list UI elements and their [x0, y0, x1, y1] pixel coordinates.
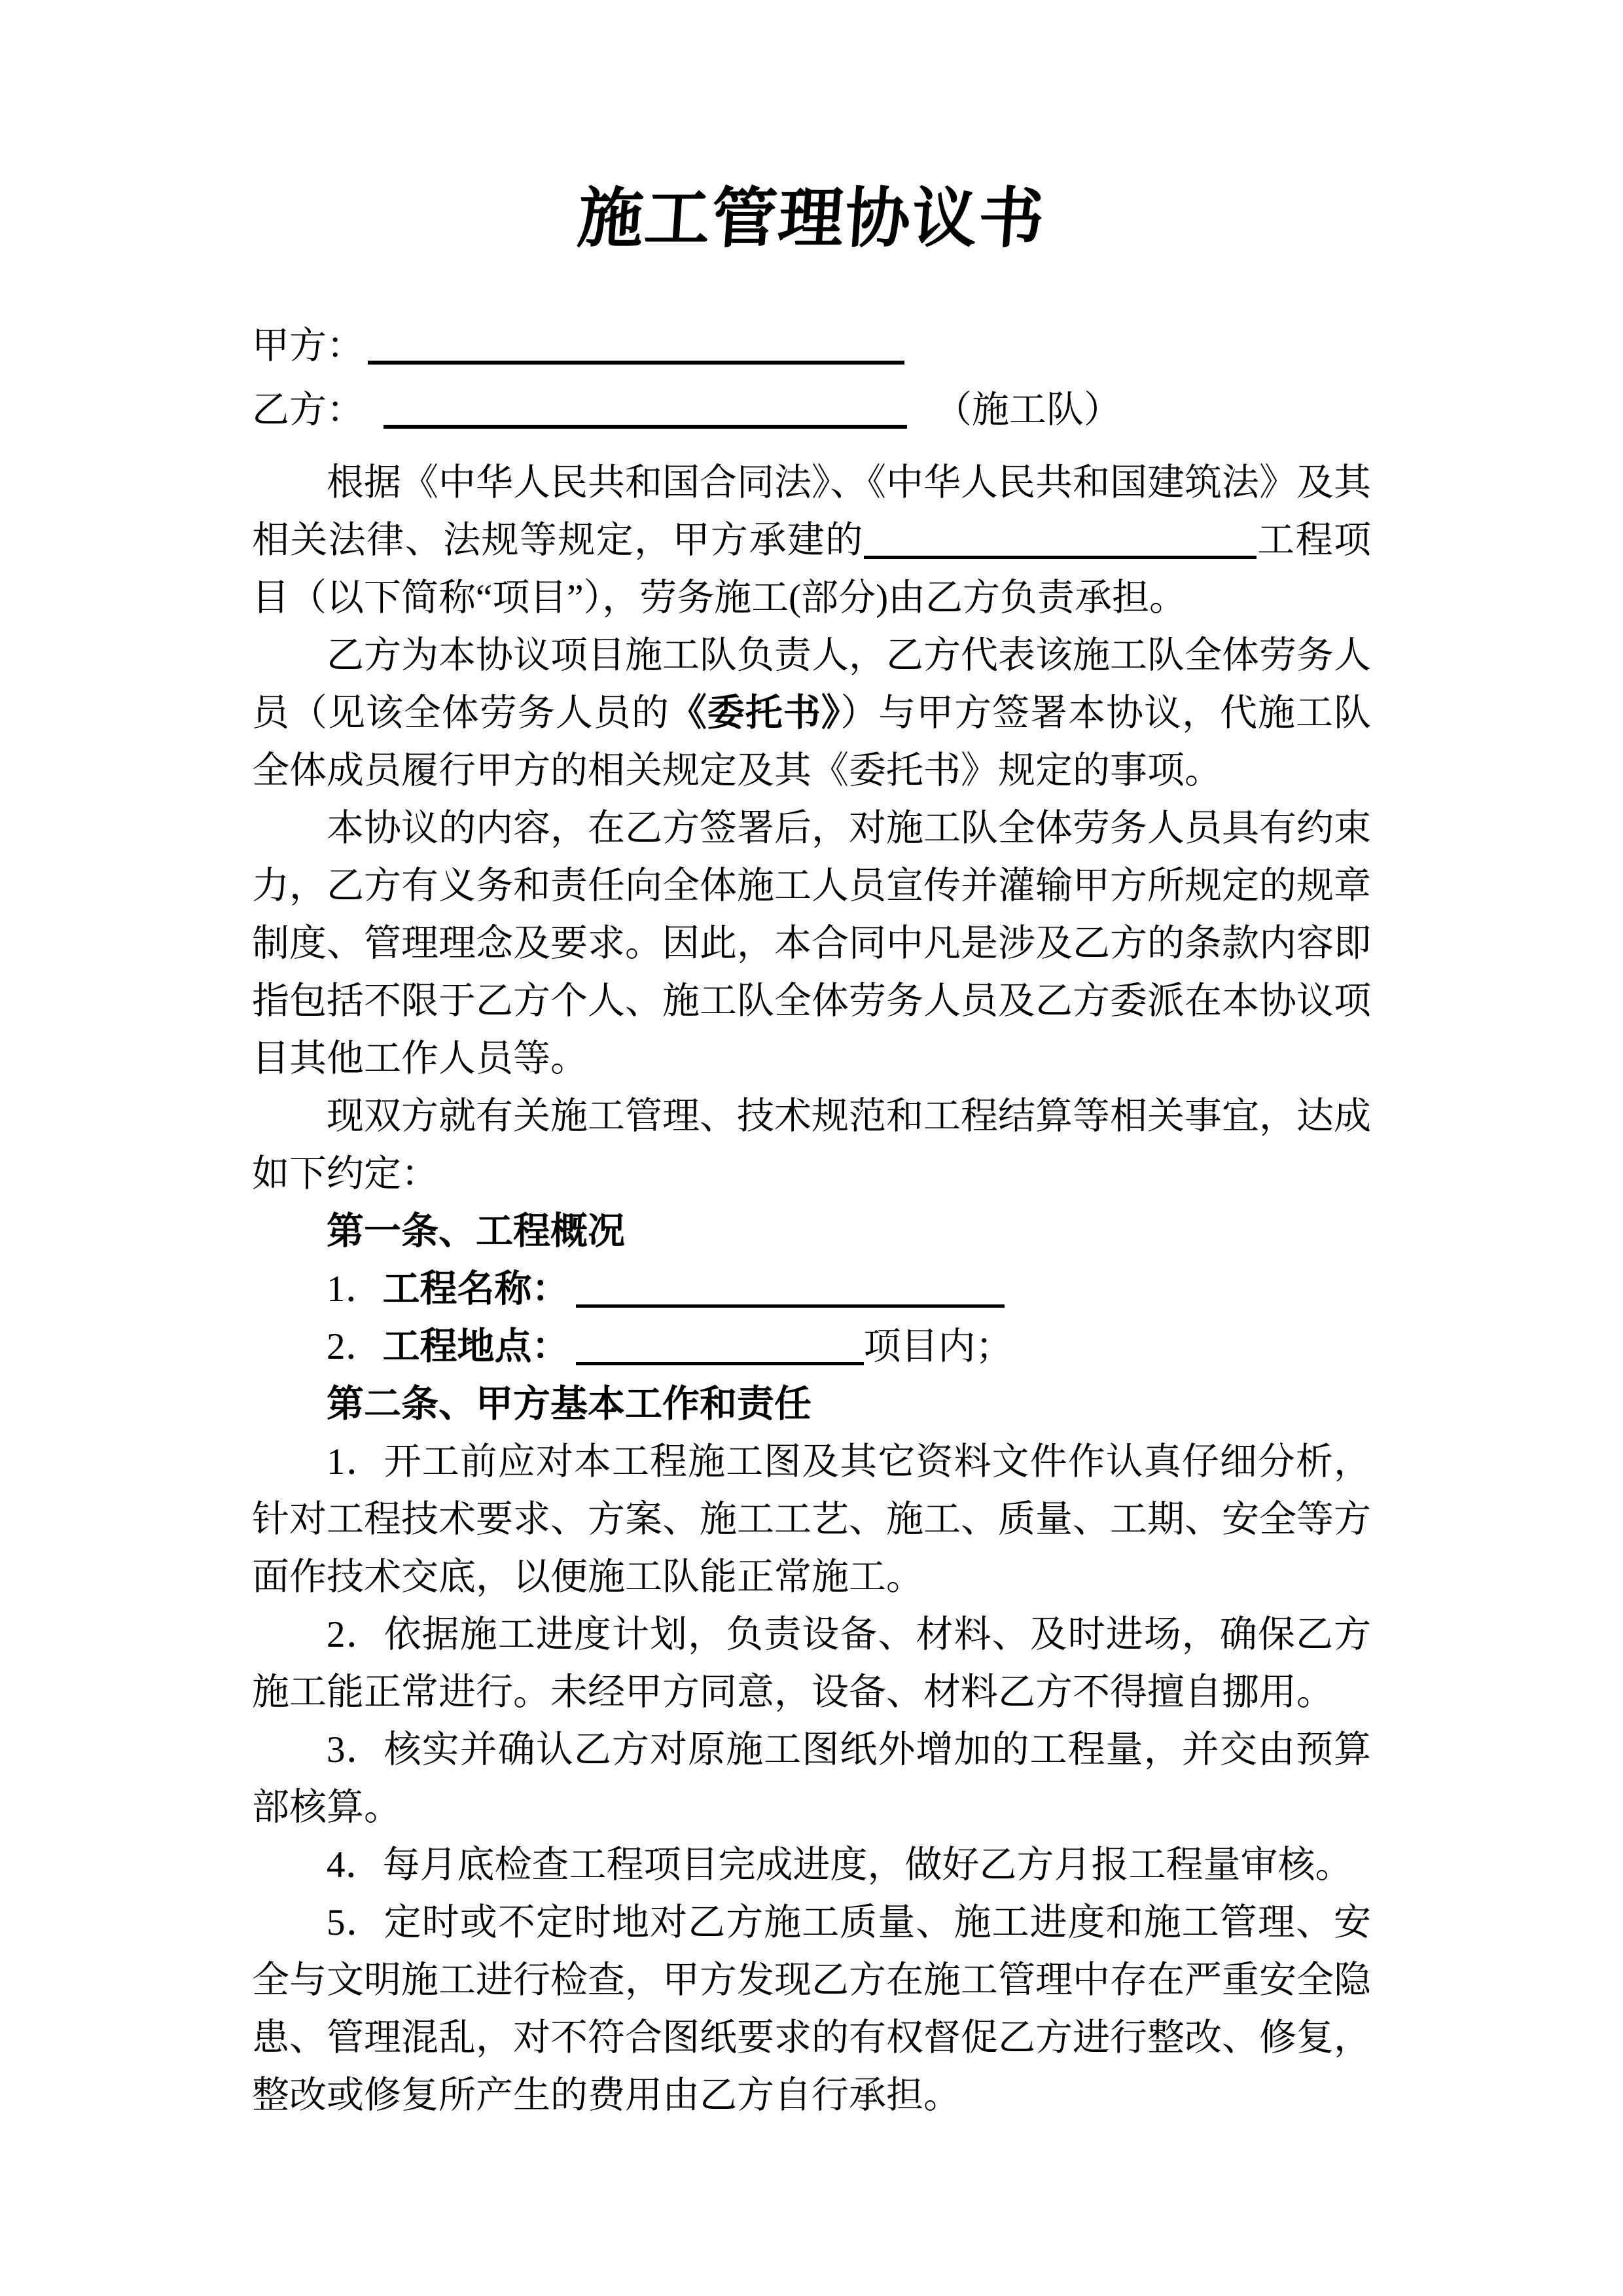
item-number: 4．	[327, 1844, 383, 1886]
section-1-heading: 第一条、工程概况	[327, 1211, 625, 1252]
intro-paragraph-4: 现双方就有关施工管理、技术规范和工程结算等相关事宜，达成如下约定：	[252, 1096, 1371, 1194]
project-name-field-underline	[576, 1271, 1005, 1308]
party-b-line	[252, 378, 1371, 442]
party-a-label: 甲方：	[252, 325, 364, 367]
party-b-label: 乙方：	[252, 389, 364, 431]
page-title: 施工管理协议书	[575, 183, 1048, 255]
section-2-item-4	[252, 1837, 1371, 1894]
item-text: 依据施工进度计划，负责设备、材料、及时进场，确保乙方施工能正常进行。未经甲方同意，设备、材料乙方不得擅自挪用。	[252, 1614, 1372, 1713]
item-text: 核实并确认乙方对原施工图纸外增加的工程量，并交由预算部核算。	[252, 1729, 1372, 1828]
party-b-suffix: （施工队）	[935, 389, 1121, 431]
item-number: 1．	[327, 1268, 383, 1310]
item-number: 2．	[327, 1614, 384, 1655]
section-1-item-2	[252, 1318, 1371, 1376]
section-2-heading: 第二条、甲方基本工作和责任	[327, 1384, 812, 1425]
party-b-blank-underline	[383, 391, 907, 429]
intro-p2-text-before: 乙方为本协议项目施工队负责人，乙方代表该施工队全体劳务人员（见该全体劳务人员的	[252, 635, 1371, 734]
project-location-label: 工程地点：	[382, 1326, 569, 1367]
party-section	[252, 314, 1371, 442]
intro-paragraph-1	[252, 454, 1371, 627]
item-number: 5．	[327, 1902, 384, 1943]
intro-p2-text-after: ）与甲方签署本协议，代施工队全体成员履行甲方的相关规定及其《委托书》规定的事项。	[252, 692, 1372, 791]
intro-paragraph-2	[252, 627, 1371, 800]
project-name-blank-underline	[864, 522, 1257, 559]
item-text: 定时或不定时地对乙方施工质量、施工进度和施工管理、安全与文明施工进行检查，甲方发现乙方在施工管理中存在严重安全隐患、管理混乱，对不符合图纸要求的有权督促乙方进行整改、修复，整改或修复所产生的费用由乙方自行承担。	[252, 1902, 1372, 2116]
project-location-suffix: 项目内；	[863, 1326, 1013, 1367]
project-location-field-underline	[576, 1329, 864, 1365]
section-2-item-2	[252, 1606, 1371, 1721]
section-2-item-3	[252, 1721, 1371, 1837]
intro-p2-bold-term: 《委托书》	[669, 692, 841, 734]
item-number: 3．	[327, 1729, 384, 1770]
section-2-item-5	[252, 1894, 1371, 2125]
intro-p1-text-after: 工程项目（以下简称“项目”），劳务施工(部分)由乙方负责承担。	[252, 520, 1372, 619]
section-2-item-1	[252, 1433, 1371, 1606]
section-1-item-1	[252, 1261, 1371, 1318]
intro-paragraph-3: 本协议的内容，在乙方签署后，对施工队全体劳务人员具有约束力，乙方有义务和责任向全体施工人员宣传并灌输甲方所规定的规章制度、管理理念及要求。因此，本合同中凡是涉及乙方的条款内容即指包括不限于乙方个人、施工队全体劳务人员及乙方委派在本协议项目其他工作人员等。	[252, 808, 1371, 1079]
project-name-label: 工程名称：	[382, 1268, 569, 1310]
item-text: 每月底检查工程项目完成进度，做好乙方月报工程量审核。	[382, 1844, 1353, 1886]
item-number: 1．	[327, 1441, 384, 1482]
party-a-blank-underline	[368, 327, 904, 365]
item-number: 2．	[327, 1326, 383, 1367]
contract-body	[252, 454, 1371, 2125]
party-a-line	[252, 314, 1371, 378]
item-text: 开工前应对本工程施工图及其它资料文件作认真仔细分析，针对工程技术要求、方案、施工工艺、施工、质量、工期、安全等方面作技术交底，以便施工队能正常施工。	[252, 1441, 1372, 1598]
intro-p1-text-before: 根据《中华人民共和国合同法》、《中华人民共和国建筑法》及其相关法律、法规等规定，甲方承建的	[252, 462, 1371, 561]
